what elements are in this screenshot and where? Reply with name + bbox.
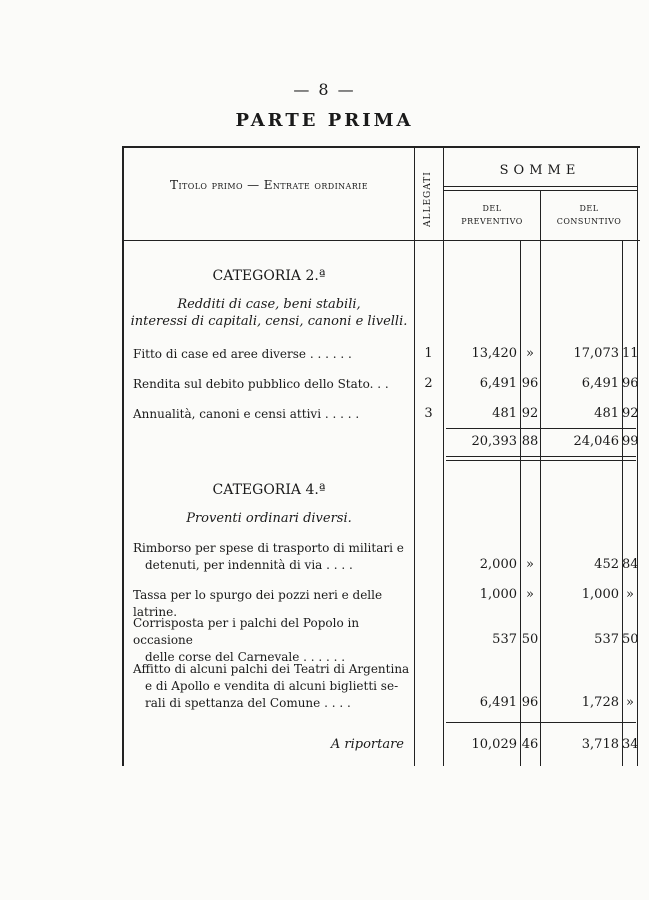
table-row-cons-lire: 452 (594, 557, 619, 572)
consuntivo-header: DEL CONSUNTIVO (556, 204, 622, 226)
table-row-prev-cent: 92 (521, 406, 539, 421)
cons-cents-line (622, 240, 623, 766)
carry-prev-cent: 46 (521, 737, 539, 752)
table-row-desc: Tassa per lo spurgo dei pozzi neri e delle latrine. (133, 588, 383, 619)
carry-rule (446, 722, 636, 723)
table-top-border (122, 146, 640, 148)
table-row-prev-lire: 2,000 (479, 557, 517, 572)
table-right-border (637, 146, 638, 766)
subtotal-double-rule (446, 456, 636, 457)
table-row-prev-cent: » (526, 557, 534, 572)
table-row-prev-lire: 1,000 (479, 587, 517, 602)
table-row-cons-cent: » (626, 695, 634, 710)
table-row-desc: Affitto di alcuni palchi dei Teatri di Argentina e di Apollo e vendita di alcuni biglietti se- rali di spettanza del Comune . . . . (133, 662, 410, 710)
page-number: — 8 — (293, 80, 356, 99)
subtotal-prev-cent: 88 (521, 434, 539, 449)
table-row-cons-cent: 92 (622, 406, 639, 421)
subtotal-cons-cent: 99 (622, 434, 639, 449)
table-row-cons-lire: 481 (594, 406, 619, 421)
table-row-desc: Fitto di case ed aree diverse . . . . . . (133, 347, 352, 361)
table-row-cons-lire: 6,491 (581, 376, 619, 391)
table-row-cons-lire: 17,073 (573, 346, 619, 361)
table-row-prev-lire: 6,491 (479, 376, 517, 391)
table-row-cons-cent: 50 (622, 632, 639, 647)
category-4-subtitle: Proventi ordinari diversi. (186, 511, 352, 526)
carry-prev-lire: 10,029 (471, 737, 517, 752)
allegati-left-border (414, 146, 415, 766)
allegati-header: ALLEGATI (423, 171, 433, 227)
table-row-cons-cent: 11 (622, 346, 639, 361)
carry-cons-lire: 3,718 (581, 737, 619, 752)
prev-cents-line (520, 240, 521, 766)
table-row-desc: Rimborso per spese di trasporto di militari e detenuti, per indennità di via . . . . (133, 541, 404, 572)
table-row-cons-cent: 84 (622, 557, 639, 572)
table-row-prev-lire: 13,420 (471, 346, 517, 361)
table-row-prev-lire: 481 (492, 406, 517, 421)
table-row-prev-cent: 96 (521, 376, 539, 391)
table-row-prev-lire: 6,491 (479, 695, 517, 710)
preventivo-header: DEL PREVENTIVO (461, 204, 523, 226)
category-4-title: CATEGORIA 4.ª (212, 482, 326, 498)
table-row-cons-cent: 96 (622, 376, 639, 391)
table-row-cons-cent: » (626, 587, 634, 602)
table-row-desc: Rendita sul debito pubblico dello Stato. . . (133, 377, 389, 391)
category-2-title: CATEGORIA 2.ª (212, 268, 326, 284)
prev-cons-divider (540, 190, 541, 240)
prev-right-line (540, 240, 541, 766)
table-row-prev-cent: 96 (521, 695, 539, 710)
table-row-ref: 2 (424, 376, 433, 391)
carry-cons-cent: 34 (622, 737, 639, 752)
table-row-ref: 1 (424, 346, 433, 361)
table-row-cons-lire: 537 (594, 632, 619, 647)
table-row-ref: 3 (424, 406, 433, 421)
subtotal-double-rule-2 (446, 460, 636, 461)
table-row-prev-cent: » (526, 346, 534, 361)
table-left-border (122, 146, 124, 766)
subtotal-rule (446, 428, 636, 429)
allegati-right-border (443, 146, 444, 766)
table-row-prev-lire: 537 (492, 632, 517, 647)
table-row-desc: Corrisposta per i palchi del Popolo in occasione delle corse del Carnevale . . . . . . (133, 616, 360, 664)
subtotal-cons-lire: 24,046 (573, 434, 619, 449)
table-row-cons-lire: 1,728 (581, 695, 619, 710)
subtotal-prev-lire: 20,393 (471, 434, 517, 449)
category-2-subtitle: Redditi di case, beni stabili, interessi di capitali, censi, canoni e livelli. (130, 297, 408, 329)
somme-header: SOMME (499, 163, 581, 178)
header-bottom-border (122, 240, 640, 241)
table-title: Titolo primo — Entrate ordinarie (170, 178, 368, 192)
part-title: PARTE PRIMA (235, 110, 414, 131)
table-row-desc: Annualità, canoni e censi attivi . . . . . (133, 407, 360, 421)
table-row-cons-lire: 1,000 (581, 587, 619, 602)
table-row-prev-cent: 50 (521, 632, 539, 647)
somme-divider (443, 186, 638, 187)
carry-forward-label: A riportare (330, 737, 404, 752)
table-row-prev-cent: » (526, 587, 534, 602)
